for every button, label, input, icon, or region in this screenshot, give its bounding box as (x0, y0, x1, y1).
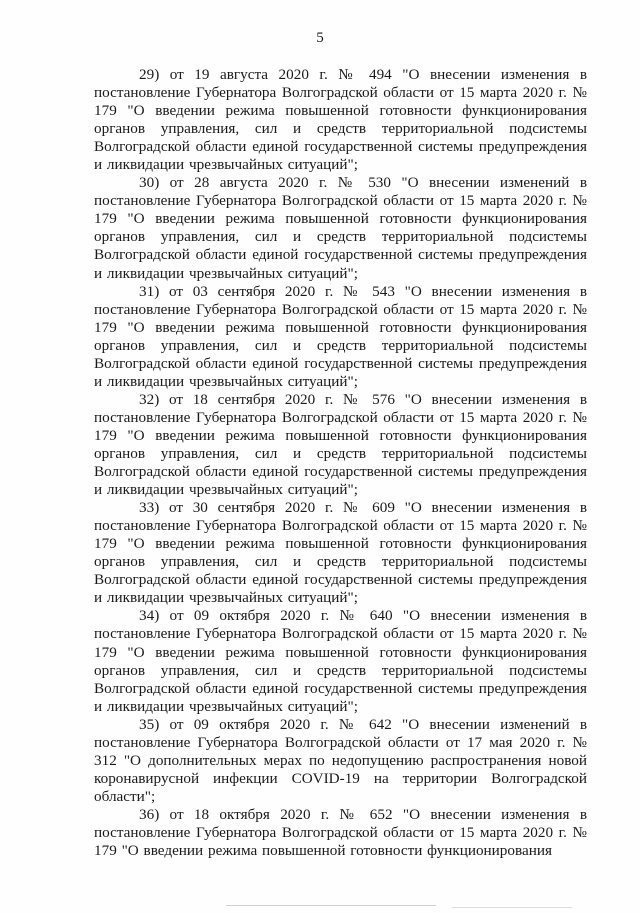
list-item-36: 36) от 18 октября 2020 г. № 652 "О внесении изменения в постановление Губернатора Волгоградской области от 15 марта 2020 г. № 179 "О введении режима повышенной готовности функционирования (94, 805, 587, 860)
list-item-32: 32) от 18 сентября 2020 г. № 576 "О внесении изменения в постановление Губернатора Волгоградской области от 15 марта 2020 г. № 179 "О введении режима повышенной готовности функционирования органов управления, сил и средств территориальной подсистемы Волгоградской области единой государственной системы предупреждения и ликвидации чрезвычайных ситуаций"; (94, 390, 587, 499)
list-item-33: 33) от 30 сентября 2020 г. № 609 "О внесении изменения в постановление Губернатора Волгоградской области от 15 марта 2020 г. № 179 "О введении режима повышенной готовности функционирования органов управления, сил и средств территориальной подсистемы Волгоградской области единой государственной системы предупреждения и ликвидации чрезвычайных ситуаций"; (94, 499, 587, 607)
list-item-35: 35) от 09 октября 2020 г. № 642 "О внесении изменений в постановление Губернатора Волгоградской области от 17 мая 2020 г. № 312 "О дополнительных мерах по недопущению распространения новой коронавирусной инфекции COVID-19 на территории Волгоградской области"; (94, 715, 587, 805)
page-number: 5 (316, 30, 324, 46)
scan-artifact-line (226, 905, 436, 906)
list-item-30: 30) от 28 августа 2020 г. № 530 "О внесении изменений в постановление Губернатора Волгоградской области от 15 марта 2020 г. № 179 "О введении режима повышенной готовности функционирования органов управления, сил и средств территориальной подсистемы Волгоградской области единой государственной системы предупреждения и ликвидации чрезвычайных ситуаций"; (94, 174, 587, 282)
document-body (94, 66, 587, 860)
list-item-34: 34) от 09 октября 2020 г. № 640 "О внесении изменения в постановление Губернатора Волгоградской области от 15 марта 2020 г. № 179 "О введении режима повышенной готовности функционирования органов управления, сил и средств территориальной подсистемы Волгоградской области единой государственной системы предупреждения и ликвидации чрезвычайных ситуаций"; (94, 607, 587, 715)
scan-artifact-line (452, 907, 572, 908)
list-item-29: 29) от 19 августа 2020 г. № 494 "О внесении изменения в постановление Губернатора Волгоградской области от 15 марта 2020 г. № 179 "О введении режима повышенной готовности функционирования органов управления, сил и средств территориальной подсистемы Волгоградской области единой государственной системы предупреждения и ликвидации чрезвычайных ситуаций"; (94, 66, 587, 174)
list-item-31: 31) от 03 сентября 2020 г. № 543 "О внесении изменения в постановление Губернатора Волгоградской области от 15 марта 2020 г. № 179 "О введении режима повышенной готовности функционирования органов управления, сил и средств территориальной подсистемы Волгоградской области единой государственной системы предупреждения и ликвидации чрезвычайных ситуаций"; (94, 282, 587, 390)
